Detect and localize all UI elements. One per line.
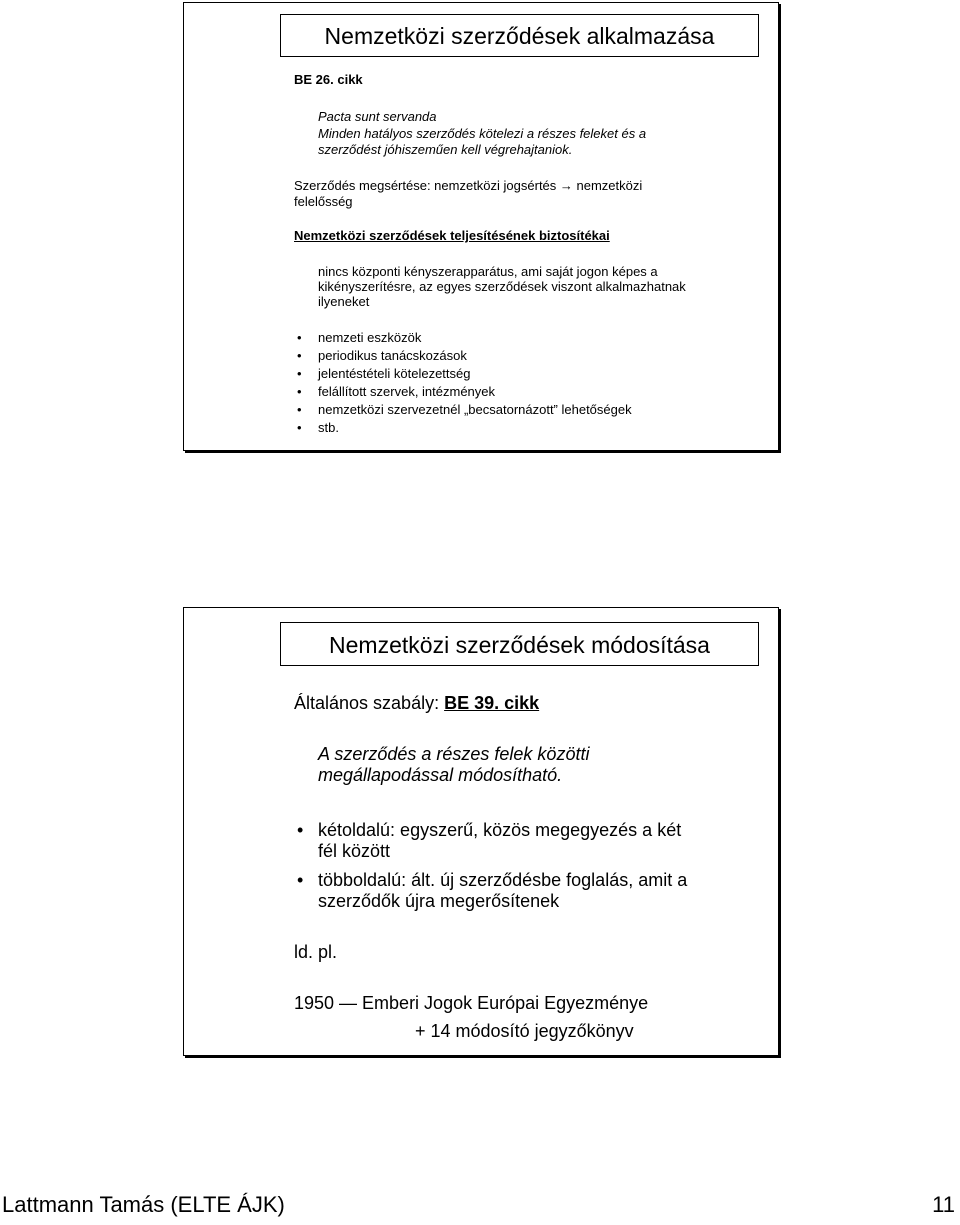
bullet-icon: • [297,420,302,435]
list-item: • jelentéstételi kötelezettség [297,366,471,381]
bullet-icon: • [297,366,302,381]
page-number: 11 [932,1192,955,1217]
slide-application [183,2,779,451]
list-item: • felállított szervek, intézmények [297,384,496,399]
example-line-2: + 14 módosító jegyzőkönyv [415,1021,634,1041]
list-item: • többoldalú: ált. új szerződésbe foglalás, amit a szerződők újra megerősítenek [297,870,688,911]
rule-reference: BE 39. cikk [444,693,540,713]
enforcement-line-2: kikényszerítésre, az egyes szerződések viszont alkalmazhatnak [318,279,686,294]
slide-title: Nemzetközi szerződések alkalmazása [280,14,759,57]
footer-author: Lattmann Tamás (ELTE ÁJK) [2,1192,285,1217]
slide-amendment [183,607,779,1056]
bullet-icon: • [297,820,304,840]
quote-line-2: Minden hatályos szerződés kötelezi a részes feleket és a [318,126,647,141]
breach-line-2: felelősség [294,194,353,209]
general-rule: Általános szabály: BE 39. cikk [294,693,540,713]
bullet-icon: • [297,348,302,363]
list-item: • periodikus tanácskozások [297,348,467,363]
guarantee-list [297,330,632,438]
see-example: ld. pl. [294,942,338,962]
article-reference: BE 26. cikk [294,72,363,87]
list-item: • stb. [297,420,339,435]
quote-line-1: Pacta sunt servanda [318,109,437,124]
bullet-icon: • [297,402,302,417]
bullet-icon: • [297,384,302,399]
enforcement-line-1: nincs központi kényszerapparátus, ami saját jogon képes a [318,264,658,279]
amend-quote-line-1: A szerződés a részes felek közötti [318,744,590,764]
list-item: • kétoldalú: egyszerű, közös megegyezés a két fél között [297,820,682,861]
amend-quote-line-2: megállapodással módosítható. [318,765,563,785]
list-item: • nemzeti eszközök [297,330,422,345]
enforcement-line-3: ilyeneket [318,294,370,309]
list-item: • nemzetközi szervezetnél „becsatornázott” lehetőségek [297,402,632,417]
breach-line-1: Szerződés megsértése: nemzetközi jogsértés → nemzetközi [294,178,643,193]
bullet-icon: • [297,330,302,345]
bullet-icon: • [297,870,304,890]
quote-line-3: szerződést jóhiszeműen kell végrehajtaniok. [318,142,573,157]
guarantees-heading: Nemzetközi szerződések teljesítésének biztosítékai [294,228,610,243]
amendment-list [297,820,688,918]
example-line-1: 1950 — Emberi Jogok Európai Egyezménye [294,993,649,1013]
slide-title: Nemzetközi szerződések módosítása [280,622,759,666]
